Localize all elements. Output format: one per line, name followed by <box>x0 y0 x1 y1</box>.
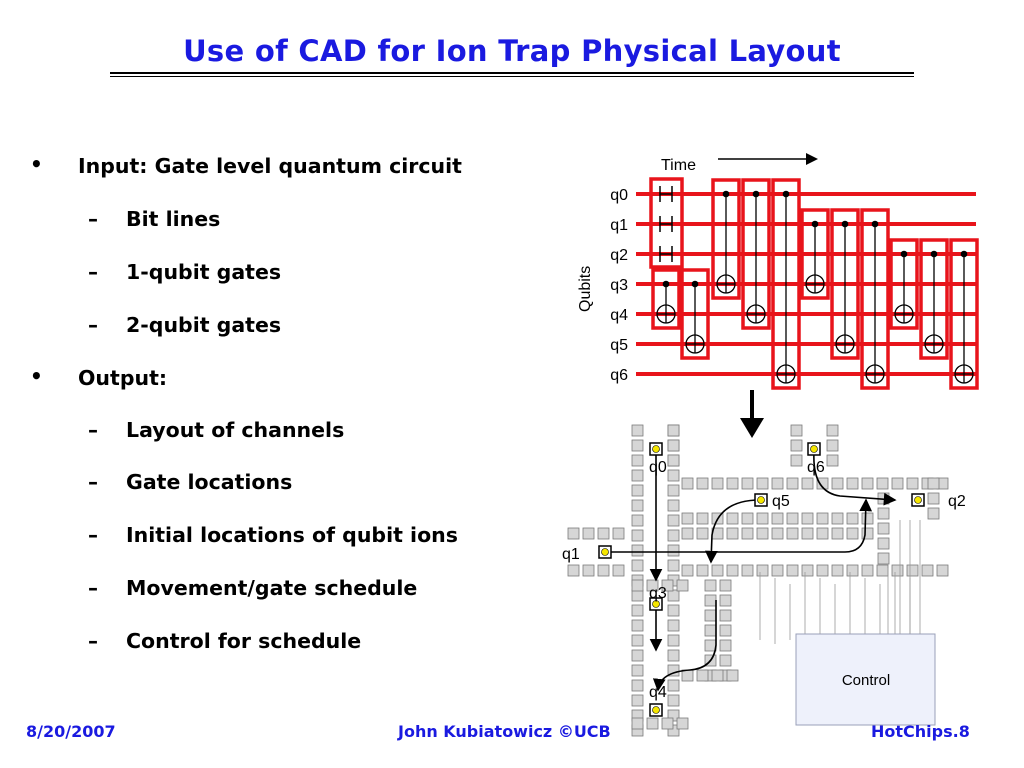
sub-bullet-control: Control for schedule <box>126 629 362 653</box>
time-arrow-head <box>806 153 818 165</box>
dash-marker: – <box>88 576 98 600</box>
trap-cell <box>632 635 643 646</box>
ion-q1 <box>602 549 609 556</box>
trap-cell <box>668 470 679 481</box>
trap-cell <box>632 718 643 729</box>
qubit-label-q0: q0 <box>610 187 628 204</box>
trap-cell <box>742 513 753 524</box>
trap-cell <box>878 508 889 519</box>
trap-cell <box>632 425 643 436</box>
two-qubit-gate <box>713 180 739 298</box>
trap-cell <box>668 425 679 436</box>
trap-cell <box>668 515 679 526</box>
ion-tag-q3: q3 <box>649 585 667 602</box>
ion-tag-q1: q1 <box>562 546 580 563</box>
ion-q0 <box>653 446 660 453</box>
control-dot <box>753 191 760 198</box>
trap-cell <box>632 620 643 631</box>
ion-tag-q4: q4 <box>649 684 667 701</box>
ion-q6 <box>811 446 818 453</box>
ion-tag-q6: q6 <box>807 459 825 476</box>
trap-cell <box>632 680 643 691</box>
trap-cell <box>877 478 888 489</box>
ion-q5 <box>758 497 765 504</box>
trap-cell <box>877 565 888 576</box>
trap-cell <box>632 650 643 661</box>
trap-cell <box>802 478 813 489</box>
trap-cell <box>705 595 716 606</box>
trap-cell <box>892 478 903 489</box>
trap-cell <box>712 565 723 576</box>
trap-cell <box>791 440 802 451</box>
footer-author: John Kubiatowicz ©UCB <box>398 722 611 741</box>
trap-cell <box>677 718 688 729</box>
quantum-circuit <box>577 153 977 388</box>
two-qubit-gate <box>653 270 679 328</box>
trap-cell <box>668 680 679 691</box>
trap-cell <box>705 610 716 621</box>
trap-cell <box>598 565 609 576</box>
dash-marker: – <box>88 629 98 653</box>
ion-tag-q2: q2 <box>948 493 966 510</box>
dash-marker: – <box>88 523 98 547</box>
trap-cell <box>862 513 873 524</box>
trap-cell <box>632 440 643 451</box>
trap-cell <box>832 513 843 524</box>
trap-cell <box>705 625 716 636</box>
ion-q4 <box>653 707 660 714</box>
one-qubit-gate <box>660 186 672 202</box>
trap-cell <box>727 513 738 524</box>
trap-cell <box>832 565 843 576</box>
qubits-axis-label: Qubits <box>577 265 594 312</box>
trap-cell <box>712 478 723 489</box>
trap-cell <box>682 478 693 489</box>
trap-cell <box>832 478 843 489</box>
trap-cell <box>632 515 643 526</box>
trap-cell <box>878 538 889 549</box>
qubit-label-q4: q4 <box>610 307 628 324</box>
trap-cell <box>632 665 643 676</box>
sub-bullet-bit-lines: Bit lines <box>126 207 221 231</box>
trap-cell <box>583 565 594 576</box>
trap-cell <box>668 545 679 556</box>
trap-cell <box>668 695 679 706</box>
one-qubit-gate <box>660 246 672 262</box>
trap-cell <box>928 493 939 504</box>
trap-cell <box>907 478 918 489</box>
trap-cell <box>668 605 679 616</box>
trap-cell <box>613 528 624 539</box>
trap-cell <box>862 528 873 539</box>
trap-cell <box>787 478 798 489</box>
control-dot <box>812 221 819 228</box>
trap-cell <box>757 478 768 489</box>
trap-cell <box>802 513 813 524</box>
trap-cell <box>583 528 594 539</box>
trap-cell <box>937 565 948 576</box>
trap-cell <box>727 565 738 576</box>
sub-bullet-gate-locations: Gate locations <box>126 470 293 494</box>
trap-cell <box>705 580 716 591</box>
control-dot <box>961 251 968 258</box>
trap-cell <box>727 528 738 539</box>
trap-cell <box>802 528 813 539</box>
trap-cell <box>632 590 643 601</box>
one-qubit-gate <box>660 216 672 232</box>
trap-cell <box>720 640 731 651</box>
two-qubit-gate <box>921 240 947 358</box>
slide-title: Use of CAD for Ion Trap Physical Layout <box>183 34 841 68</box>
trap-cell <box>668 635 679 646</box>
trap-cell <box>817 513 828 524</box>
trap-cell <box>668 455 679 466</box>
trap-cell <box>772 565 783 576</box>
ion-tag-q0: q0 <box>649 459 667 476</box>
trap-cell <box>712 670 723 681</box>
trap-cell <box>632 470 643 481</box>
trap-cell <box>827 440 838 451</box>
trap-cell <box>720 610 731 621</box>
trap-cell <box>668 560 679 571</box>
trap-cell <box>668 620 679 631</box>
trap-cell <box>668 485 679 496</box>
trap-cell <box>568 565 579 576</box>
trap-cell <box>772 513 783 524</box>
dash-marker: – <box>88 207 98 231</box>
trap-cell <box>742 528 753 539</box>
trap-cell <box>697 528 708 539</box>
trap-cell <box>847 565 858 576</box>
dash-marker: – <box>88 470 98 494</box>
footer-date: 8/20/2007 <box>26 722 116 741</box>
trap-cell <box>697 478 708 489</box>
trap-cell <box>827 425 838 436</box>
control-dot <box>931 251 938 258</box>
trap-cell <box>772 528 783 539</box>
trap-cell <box>598 528 609 539</box>
trap-cell <box>817 565 828 576</box>
trap-cell <box>697 513 708 524</box>
trap-cell <box>727 478 738 489</box>
trap-cell <box>742 478 753 489</box>
control-dot <box>901 251 908 258</box>
dash-marker: – <box>88 260 98 284</box>
trap-cell <box>705 640 716 651</box>
trap-cell <box>662 718 673 729</box>
trap-cell <box>632 485 643 496</box>
control-dot <box>723 191 730 198</box>
trap-cell <box>668 440 679 451</box>
trap-cell <box>922 565 933 576</box>
trap-cell <box>697 565 708 576</box>
trap-cell <box>847 478 858 489</box>
trap-cell <box>928 478 939 489</box>
trap-cell <box>697 670 708 681</box>
control-dot <box>842 221 849 228</box>
ion-tag-q5: q5 <box>772 493 790 510</box>
time-label: Time <box>661 157 696 174</box>
sub-bullet-channels: Layout of channels <box>126 418 345 442</box>
trap-cell <box>720 655 731 666</box>
qubit-label-q2: q2 <box>610 247 628 264</box>
trap-cell <box>632 605 643 616</box>
trap-cell <box>787 513 798 524</box>
trap-cell <box>720 625 731 636</box>
trap-cell <box>682 565 693 576</box>
trap-cell <box>757 528 768 539</box>
ion-movement-path <box>608 500 866 552</box>
trap-cell <box>878 553 889 564</box>
qubit-label-q3: q3 <box>610 277 628 294</box>
trap-cell <box>742 565 753 576</box>
trap-cell <box>668 590 679 601</box>
bullet-input: Input: Gate level quantum circuit <box>78 154 462 178</box>
trap-cell <box>632 545 643 556</box>
trap-cell <box>632 580 643 591</box>
trap-cell <box>668 530 679 541</box>
trap-cell <box>847 528 858 539</box>
trap-cell <box>632 530 643 541</box>
trap-cell <box>568 528 579 539</box>
control-dot <box>692 281 699 288</box>
trap-cell <box>727 670 738 681</box>
trap-cell <box>787 565 798 576</box>
trap-cell <box>647 718 658 729</box>
trap-cell <box>892 565 903 576</box>
trap-cell <box>632 695 643 706</box>
trap-cell <box>817 528 828 539</box>
trap-cell <box>862 565 873 576</box>
trap-cell <box>907 565 918 576</box>
sub-bullet-two-qubit: 2-qubit gates <box>126 313 282 337</box>
qubit-label-q5: q5 <box>610 337 628 354</box>
trap-cell <box>632 500 643 511</box>
trap-cell <box>878 523 889 534</box>
qubit-label-q6: q6 <box>610 367 628 384</box>
trap-cell <box>668 500 679 511</box>
trap-cell <box>682 513 693 524</box>
trap-cell <box>632 455 643 466</box>
bullet-marker: • <box>30 364 43 388</box>
trap-cell <box>832 528 843 539</box>
control-label: Control <box>841 672 891 689</box>
transform-arrow-head <box>740 418 764 438</box>
trap-cell <box>827 455 838 466</box>
control-dot <box>872 221 879 228</box>
control-dot <box>783 191 790 198</box>
bullet-output: Output: <box>78 366 168 390</box>
trap-cell <box>791 455 802 466</box>
trap-cell <box>802 565 813 576</box>
trap-cell <box>720 595 731 606</box>
trap-cell <box>757 565 768 576</box>
trap-cell <box>791 425 802 436</box>
trap-cell <box>613 565 624 576</box>
trap-cell <box>847 513 858 524</box>
trap-cell <box>632 560 643 571</box>
ion-q2 <box>915 497 922 504</box>
trap-cell <box>757 513 768 524</box>
trap-cell <box>677 580 688 591</box>
dash-marker: – <box>88 313 98 337</box>
sub-bullet-initial-locations: Initial locations of qubit ions <box>126 523 458 547</box>
trap-cell <box>772 478 783 489</box>
sub-bullet-schedule: Movement/gate schedule <box>126 576 418 600</box>
trap-cell <box>787 528 798 539</box>
qubit-label-q1: q1 <box>610 217 628 234</box>
sub-bullet-one-qubit: 1-qubit gates <box>126 260 282 284</box>
control-dot <box>663 281 670 288</box>
two-qubit-gate <box>862 210 888 388</box>
physical-layout <box>562 425 966 736</box>
trap-cell <box>720 580 731 591</box>
dash-marker: – <box>88 418 98 442</box>
bullet-marker: • <box>30 152 43 176</box>
trap-cell <box>682 528 693 539</box>
footer-slide-number: HotChips.8 <box>871 722 970 741</box>
trap-cell <box>928 508 939 519</box>
trap-cell <box>682 670 693 681</box>
trap-cell <box>668 650 679 661</box>
trap-cell <box>862 478 873 489</box>
